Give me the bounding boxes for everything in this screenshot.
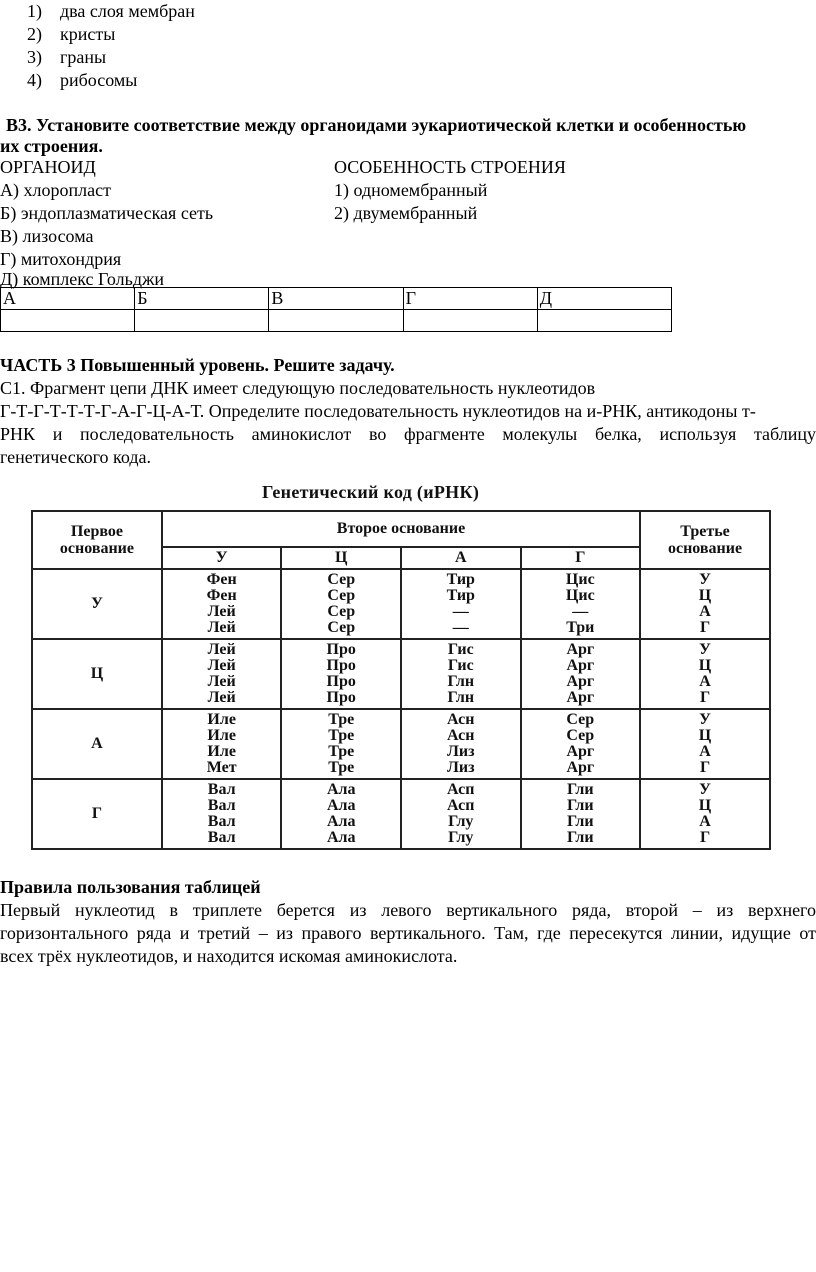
gc-amino-acid: Сер <box>327 571 356 588</box>
gc-amino-acid: Цис <box>565 571 595 588</box>
gc-amino-acid: Ала <box>326 829 356 846</box>
gc-amino-acid: Про <box>326 657 356 674</box>
gc-amino-acid: Ала <box>326 797 356 814</box>
gc-amino-acid: Глн <box>447 673 475 690</box>
gc-amino-cell <box>521 779 641 849</box>
gc-amino-acid: Вал <box>207 829 236 846</box>
genetic-code-title: Генетический код (иРНК) <box>262 482 480 502</box>
gc-amino-cell <box>281 569 401 639</box>
gc-amino-acid: Лиз <box>446 759 475 776</box>
gc-third-base: У <box>699 711 711 728</box>
gc-third-base: А <box>699 743 711 760</box>
gc-amino-acid: Гли <box>567 781 594 798</box>
gc-amino-acid: — <box>572 603 589 620</box>
gc-amino-acid: Гис <box>447 641 474 658</box>
gc-amino-acid: Вал <box>207 797 236 814</box>
gc-amino-acid: Лей <box>207 603 236 620</box>
gc-amino-acid: Асн <box>447 711 475 728</box>
gc-amino-cell <box>521 709 641 779</box>
gc-amino-cell <box>401 779 521 849</box>
option-1: 1) два слоя мембран <box>27 1 195 21</box>
gc-third-base: А <box>699 813 711 830</box>
gc-amino-acid: Асп <box>447 781 475 798</box>
gc-amino-acid: Арг <box>566 657 595 674</box>
task-c1-line3: РНК и последовательность аминокислот во фрагменте молекулы белка, используя таблицу <box>0 424 816 444</box>
gc-amino-acid: Арг <box>566 641 595 658</box>
answer-options-list <box>12 0 195 92</box>
gc-amino-acid: Тре <box>328 727 355 744</box>
task-c1-line2: Г-Т-Г-Т-Т-Т-Г-А-Г-Ц-А-Т. Определите последовательность нуклеотидов на и-РНК, антикодоны т- <box>0 401 756 421</box>
gc-amino-acid: Лей <box>207 673 236 690</box>
gc-third-base: Г <box>699 829 711 846</box>
gc-amino-acid: Вал <box>207 813 236 830</box>
gc-amino-cell <box>162 639 282 709</box>
gc-third-base: Ц <box>698 727 712 744</box>
gc-row <box>32 779 770 849</box>
gc-second-base-g: Г <box>521 547 641 569</box>
option-2: 2) кристы <box>27 24 116 44</box>
gc-third-base: Г <box>699 689 711 706</box>
gc-third-base: У <box>699 571 711 588</box>
gc-amino-acid: Арг <box>566 743 595 760</box>
answer-cell-a[interactable] <box>1 310 135 332</box>
gc-third-base: Ц <box>698 797 712 814</box>
gc-third-base-cell <box>640 569 770 639</box>
gc-second-base-u: У <box>162 547 282 569</box>
gc-amino-acid: Сер <box>327 587 356 604</box>
gc-amino-acid: Арг <box>566 689 595 706</box>
gc-amino-acid: Про <box>326 673 356 690</box>
task-c1-line1: С1. Фрагмент цепи ДНК имеет следующую последовательность нуклеотидов <box>0 378 596 398</box>
gc-amino-acid: Сер <box>327 603 356 620</box>
gc-amino-acid: Цис <box>565 587 595 604</box>
gc-third-base: А <box>699 603 711 620</box>
part3-heading: ЧАСТЬ 3 Повышенный уровень. Решите задачу. <box>0 355 395 375</box>
answer-header-a: А <box>1 288 135 310</box>
gc-amino-cell <box>521 569 641 639</box>
gc-amino-acid: Фен <box>206 571 237 588</box>
gc-header-row <box>32 511 770 547</box>
gc-third-base: Г <box>699 759 711 776</box>
gc-amino-acid: Тре <box>328 743 355 760</box>
answer-header-d: Д <box>537 288 671 310</box>
gc-amino-acid: Иле <box>207 711 236 728</box>
answer-cell-b[interactable] <box>135 310 269 332</box>
organoid-g: Г) митохондрия <box>0 249 122 269</box>
answer-cell-d[interactable] <box>537 310 671 332</box>
gc-amino-cell <box>162 569 282 639</box>
gc-amino-cell <box>281 779 401 849</box>
gc-row <box>32 639 770 709</box>
answer-table <box>0 287 672 332</box>
gc-amino-acid: Иле <box>207 743 236 760</box>
feature-2: 2) двумембранный <box>334 203 478 223</box>
gc-row <box>32 569 770 639</box>
answer-header-b: Б <box>135 288 269 310</box>
gc-amino-acid: Лей <box>207 641 236 658</box>
gc-first-base: Ц <box>32 639 162 709</box>
gc-amino-acid: Ала <box>326 781 356 798</box>
gc-amino-acid: Сер <box>566 727 595 744</box>
rules-line1: Первый нуклеотид в триплете берется из левого вертикального ряда, второй – из верхнего <box>0 900 816 920</box>
gc-amino-acid: Асн <box>447 727 475 744</box>
option-4: 4) рибосомы <box>27 70 138 90</box>
gc-amino-cell <box>521 639 641 709</box>
gc-amino-acid: Лиз <box>446 743 475 760</box>
gc-first-base-header: Первое основание <box>32 511 162 569</box>
gc-amino-acid: Тре <box>328 711 355 728</box>
gc-third-base-header: Третье основание <box>640 511 770 569</box>
gc-first-base: А <box>32 709 162 779</box>
gc-amino-acid: Тир <box>446 571 475 588</box>
answer-table-input-row <box>1 310 672 332</box>
gc-amino-cell <box>162 709 282 779</box>
gc-amino-acid: Лей <box>207 619 236 636</box>
organoid-a: А) хлоропласт <box>0 180 111 200</box>
gc-third-base: У <box>699 641 711 658</box>
gc-second-base-a: А <box>401 547 521 569</box>
gc-amino-acid: Лей <box>207 657 236 674</box>
gc-amino-cell <box>401 569 521 639</box>
rules-line3: всех трёх нуклеотидов, и находится искомая аминокислота. <box>0 946 458 966</box>
gc-third-base-cell <box>640 779 770 849</box>
organoid-v: В) лизосома <box>0 226 94 246</box>
genetic-code-table <box>31 510 771 850</box>
gc-first-base: У <box>32 569 162 639</box>
gc-amino-acid: Сер <box>566 711 595 728</box>
gc-amino-acid: Тир <box>446 587 475 604</box>
gc-amino-acid: Про <box>326 689 356 706</box>
rules-heading: Правила пользования таблицей <box>0 877 261 897</box>
gc-third-base: У <box>699 781 711 798</box>
gc-amino-acid: Гли <box>567 829 594 846</box>
gc-amino-acid: Иле <box>207 727 236 744</box>
gc-amino-acid: Про <box>326 641 356 658</box>
gc-amino-cell <box>401 709 521 779</box>
gc-third-base: Ц <box>698 657 712 674</box>
task-c1-line4: генетического кода. <box>0 447 151 467</box>
gc-amino-acid: Гли <box>567 797 594 814</box>
answer-header-v: В <box>269 288 403 310</box>
gc-amino-acid: Глу <box>448 813 474 830</box>
gc-third-base-cell <box>640 709 770 779</box>
gc-amino-acid: Фен <box>206 587 237 604</box>
gc-amino-acid: Сер <box>327 619 356 636</box>
gc-amino-acid: Лей <box>207 689 236 706</box>
gc-amino-cell <box>401 639 521 709</box>
organoid-d: Д) комплекс Гольджи <box>0 269 165 289</box>
gc-first-base: Г <box>32 779 162 849</box>
option-3: 3) граны <box>27 47 107 67</box>
gc-second-base-header: Второе основание <box>162 511 640 547</box>
answer-cell-g[interactable] <box>403 310 537 332</box>
organoid-column-header: ОРГАНОИД <box>0 157 96 177</box>
answer-cell-v[interactable] <box>269 310 403 332</box>
gc-row <box>32 709 770 779</box>
feature-1: 1) одномембранный <box>334 180 488 200</box>
gc-amino-acid: — <box>452 619 469 636</box>
gc-third-base-cell <box>640 639 770 709</box>
gc-amino-acid: Арг <box>566 759 595 776</box>
gc-amino-acid: Тре <box>328 759 355 776</box>
gc-amino-acid: Арг <box>566 673 595 690</box>
gc-third-base: Ц <box>698 587 712 604</box>
gc-third-base: Г <box>699 619 711 636</box>
b3-heading-line2: их строения. <box>0 136 103 156</box>
gc-amino-acid: Глн <box>447 689 475 706</box>
gc-second-base-c: Ц <box>281 547 401 569</box>
gc-amino-acid: — <box>452 603 469 620</box>
feature-column-header: ОСОБЕННОСТЬ СТРОЕНИЯ <box>334 157 566 177</box>
answer-header-g: Г <box>403 288 537 310</box>
gc-amino-acid: Ала <box>326 813 356 830</box>
rules-line2: горизонтального ряда и третий – из правого вертикального. Там, где пересекутся линии, идущие от <box>0 923 816 943</box>
gc-amino-cell <box>281 639 401 709</box>
gc-amino-acid: Гли <box>567 813 594 830</box>
gc-amino-acid: Три <box>566 619 595 636</box>
b3-heading-line1: В3. Установите соответствие между органоидами эукариотической клетки и особенностью <box>6 115 747 135</box>
gc-amino-acid: Вал <box>207 781 236 798</box>
gc-amino-cell <box>162 779 282 849</box>
gc-amino-acid: Мет <box>206 759 237 776</box>
gc-amino-acid: Гис <box>447 657 474 674</box>
gc-amino-acid: Глу <box>448 829 474 846</box>
answer-table-header-row <box>1 288 672 310</box>
gc-amino-acid: Асп <box>447 797 475 814</box>
gc-third-base: А <box>699 673 711 690</box>
gc-amino-cell <box>281 709 401 779</box>
organoid-b: Б) эндоплазматическая сеть <box>0 203 214 223</box>
